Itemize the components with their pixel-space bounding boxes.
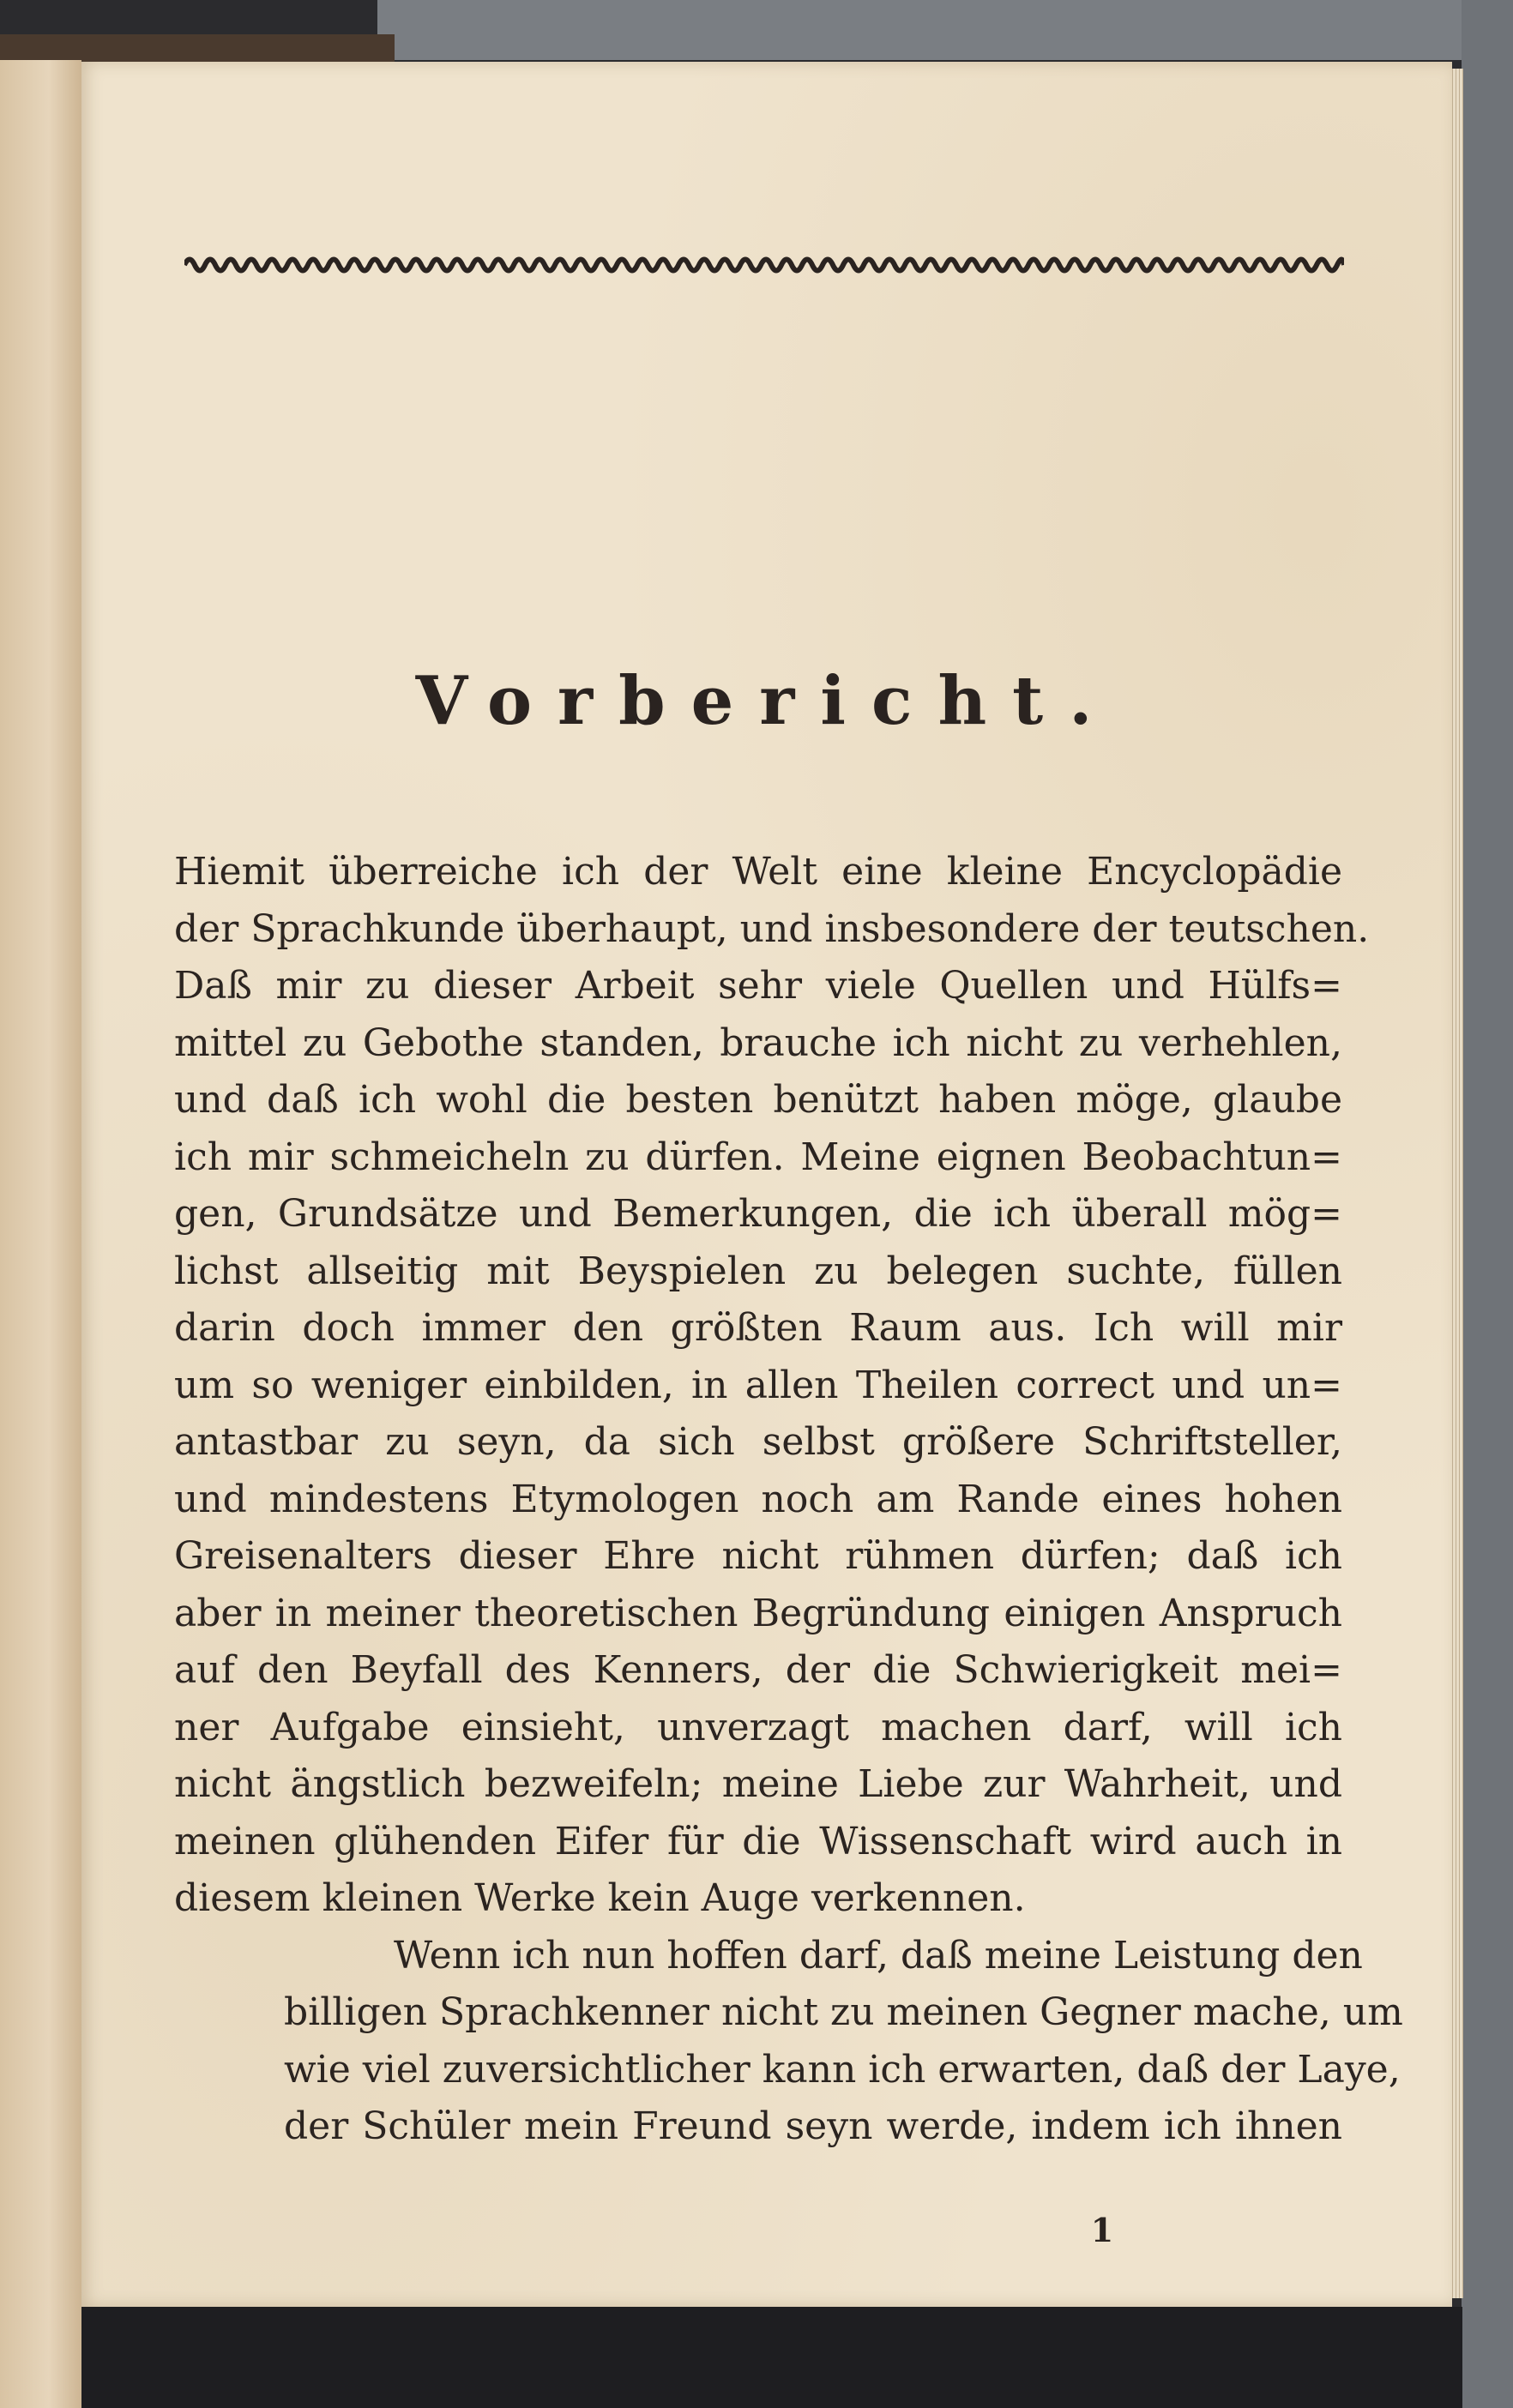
text-line: antastbar zu seyn, da sich selbst größere Schriftsteller, [174,1420,1342,1464]
text-line: billigen Sprachkenner nicht zu meinen Gegner mache, um [284,1990,1403,2034]
body-text [174,844,1403,2156]
text-line: wie viel zuversichtlicher kann ich erwarten, daß der Laye, [284,2047,1401,2092]
text-line: ich mir schmeicheln zu dürfen. Meine eignen Beobachtun= [174,1135,1342,1179]
signature-mark: 1 [1090,2211,1114,2249]
text-line: auf den Beyfall des Kenners, der die Schwierigkeit mei= [174,1648,1342,1692]
text-line: aber in meiner theoretischen Begründung einigen Anspruch [174,1591,1342,1635]
text-line: diesem kleinen Werke kein Auge verkennen. [174,1876,1026,1920]
paragraph-2 [174,1928,1403,2156]
page-heading: Vorbericht. [415,662,1118,740]
text-line: und daß ich wohl die besten benützt haben möge, glaube [174,1078,1342,1122]
text-line: der Schüler mein Freund seyn werde, indem ich ihnen [284,2104,1342,2148]
text-line: Daß mir zu dieser Arbeit sehr viele Quellen und Hülfs= [174,964,1342,1008]
text-line: darin doch immer den größten Raum aus. Ich will mir [174,1306,1342,1350]
previous-page-edge [0,60,81,2408]
background-top [377,0,1513,60]
book-page [81,62,1452,2307]
text-line: Hiemit überreiche ich der Welt eine kleine Encyclopädie [174,850,1342,894]
text-line: lichst allseitig mit Beyspielen zu belegen suchte, füllen [174,1249,1342,1293]
text-line: um so weniger einbilden, in allen Theilen correct und un= [174,1363,1342,1407]
decorative-rule [184,252,1344,278]
text-line: nicht ängstlich bezweifeln; meine Liebe zur Wahrheit, und [174,1762,1342,1806]
background-right [1462,0,1513,2408]
text-line: mittel zu Gebothe standen, brauche ich nicht zu verhehlen, [174,1020,1342,1065]
text-line: der Sprachkunde überhaupt, und insbesondere der teutschen. [174,906,1370,951]
text-line: Greisenalters dieser Ehre nicht rühmen dürfen; daß ich [174,1534,1342,1578]
text-line: Wenn ich nun hoffen darf, daß meine Leistung den [394,1933,1363,1978]
text-line: gen, Grundsätze und Bemerkungen, die ich überall mög= [174,1192,1342,1236]
background-bottom [81,2307,1462,2408]
paragraph-1 [174,844,1370,1928]
text-line: meinen glühenden Eifer für die Wissenschaft wird auch in [174,1819,1342,1863]
text-line: und mindestens Etymologen noch am Rande eines hohen [174,1477,1342,1521]
text-line: ner Aufgabe einsieht, unverzagt machen darf, will ich [174,1705,1342,1749]
